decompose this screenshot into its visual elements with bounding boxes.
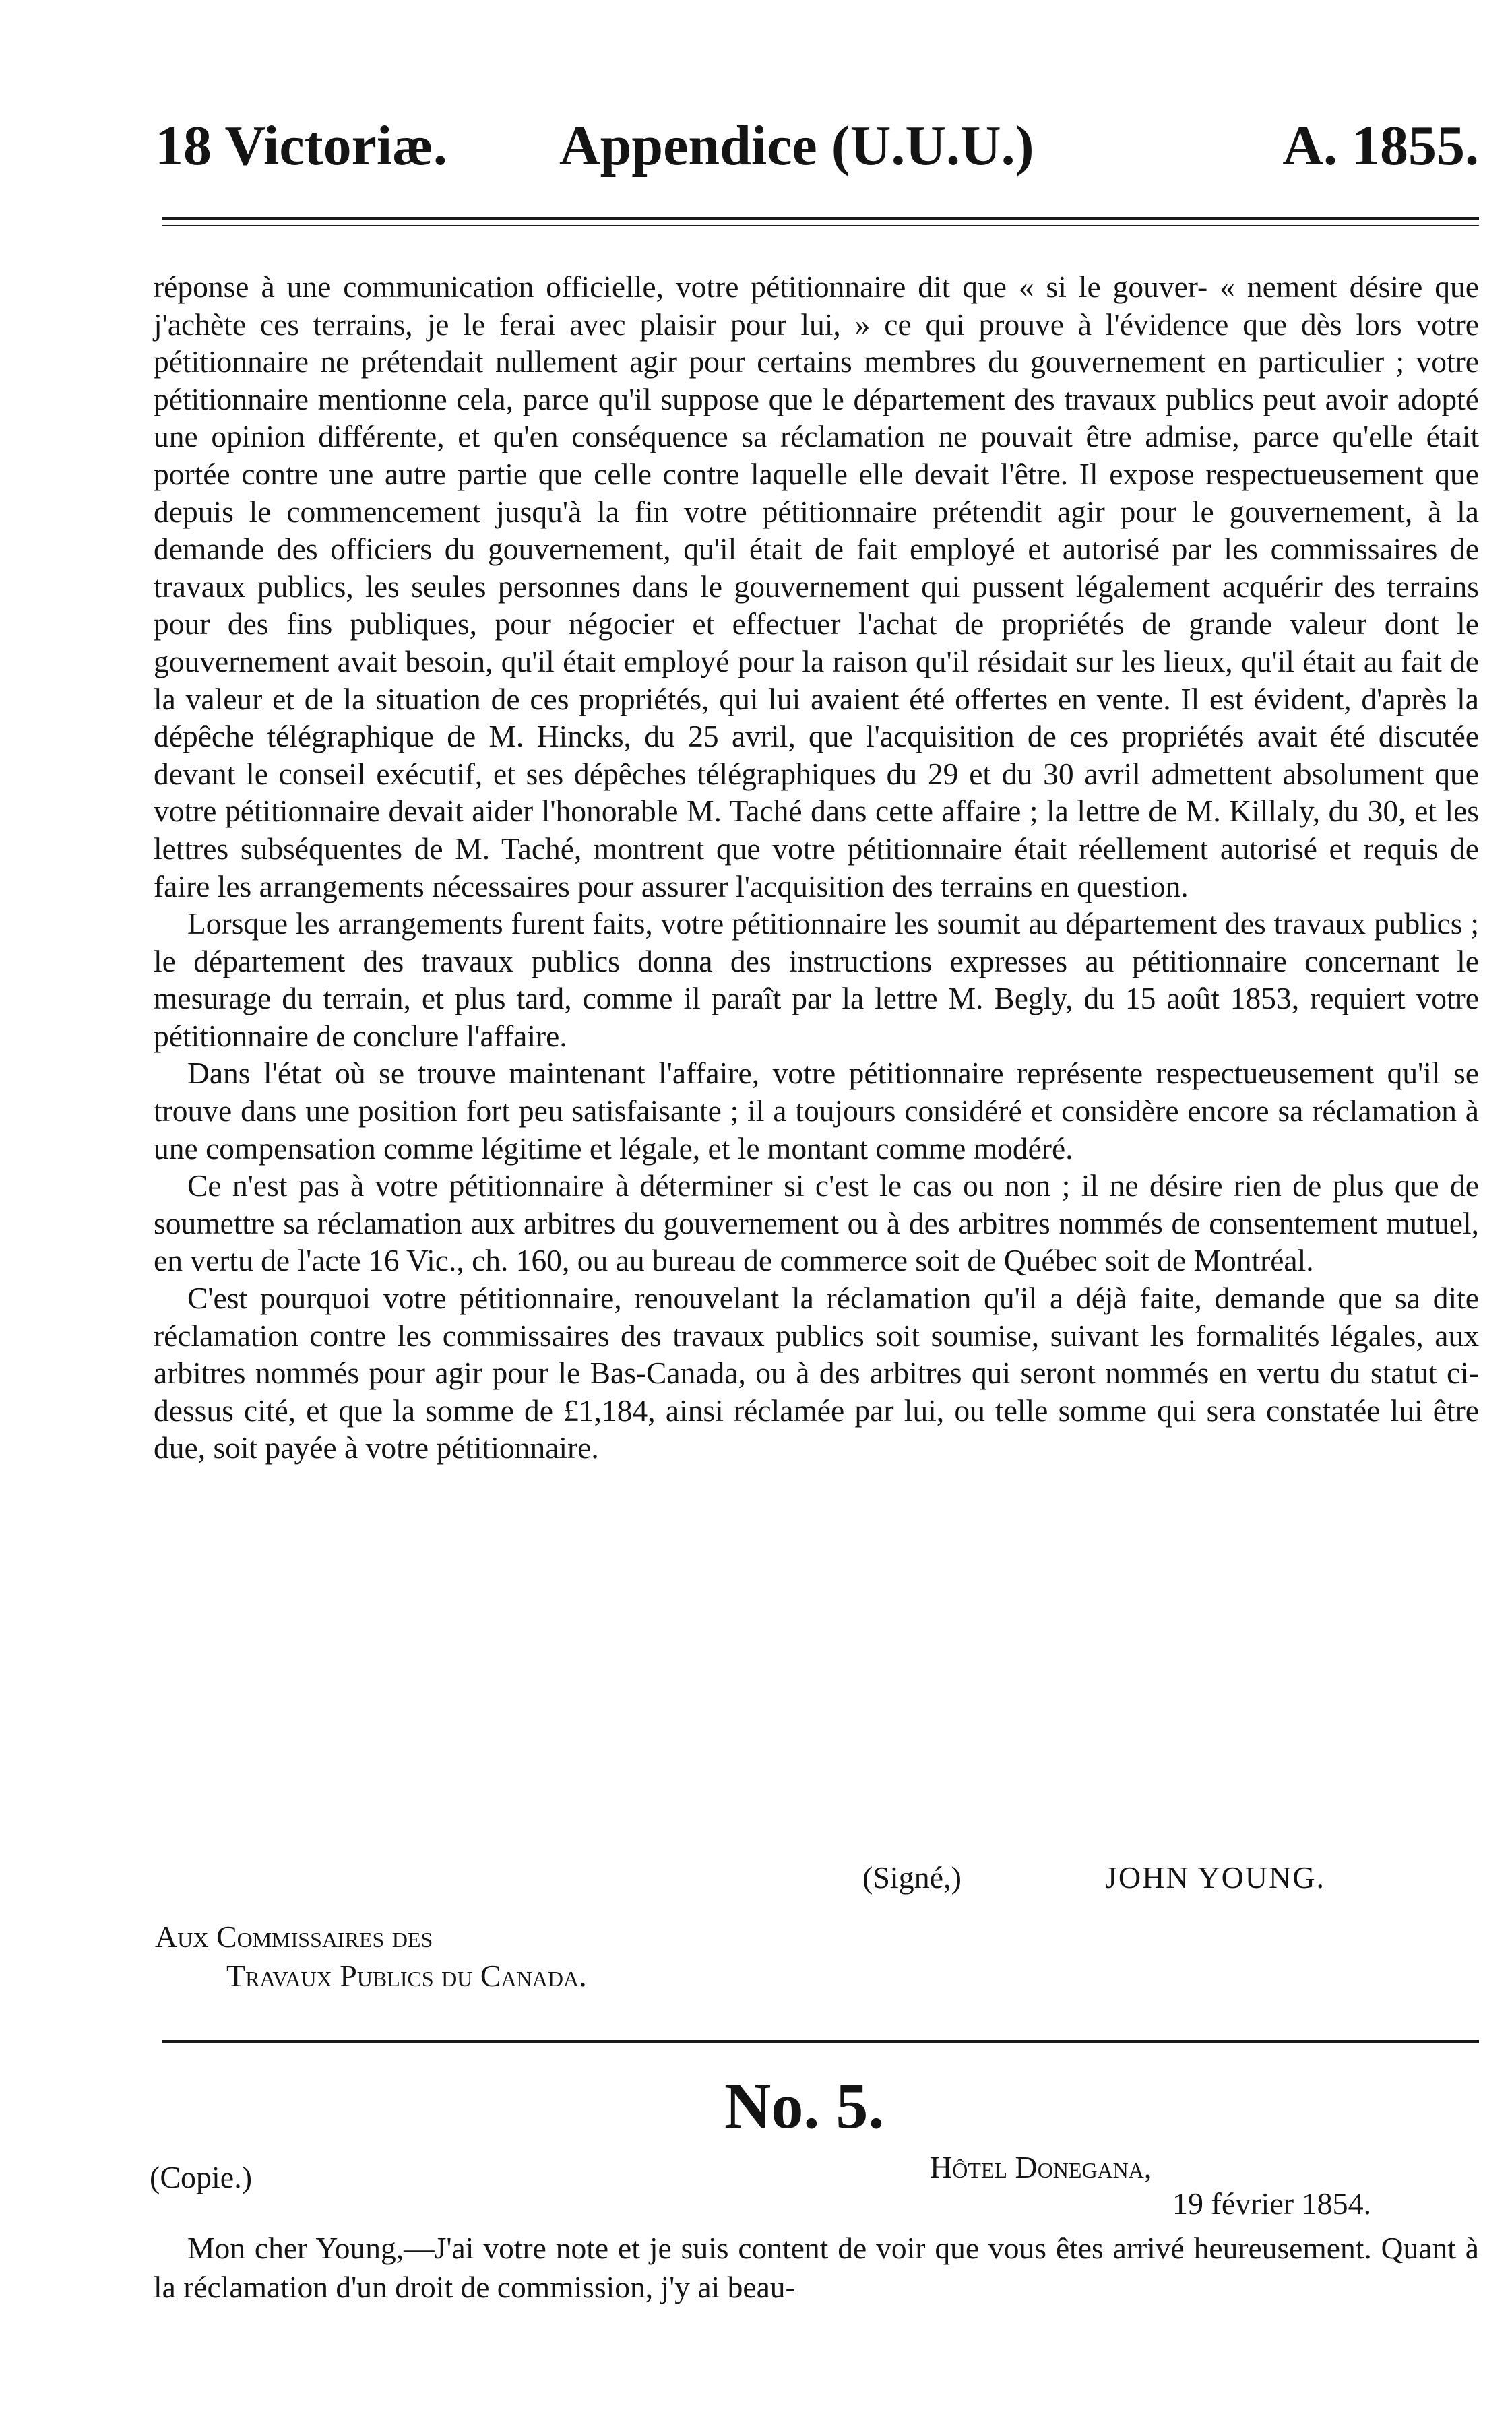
- header-rule-thin: [162, 225, 1479, 226]
- header-appendix: Appendice (U.U.U.): [559, 115, 1034, 177]
- addressee-line-1: Aux Commissaires des: [155, 1919, 433, 1954]
- letter-place: Hôtel Donegana,: [930, 2150, 1152, 2184]
- header-rule-thick: [162, 217, 1479, 220]
- letter-paragraph-1: Mon cher Young,—J'ai votre note et je suis content de voir que vous êtes arrivé heureusement. Quant à la réclamation d'un droit de commission, j'y ai beau-: [154, 2231, 1479, 2304]
- header-year: A. 1855.: [1282, 115, 1479, 177]
- section-title: No. 5.: [724, 2070, 885, 2142]
- paragraph-2: Lorsque les arrangements furent faits, votre pétitionnaire les soumit au département des travaux publics ; le département des travaux publics donna des instructions expresses au pétitionnaire concernant le mesurage du terrain, et plus tard, comme il paraît par la lettre M. Begly, du 15 août 1853, requiert votre pétitionnaire de conclure l'affaire.: [154, 906, 1479, 1053]
- paragraph-1: réponse à une communication officielle, votre pétitionnaire dit que « si le gouver- « nement désire que j'achète ces terrains, je le ferai avec plaisir pour lui, » ce qui prouve à l'évidence que dès lors votre pétitionnaire ne prétendait nullement agir pour certains membres du gouvernement en particulier ; votre pétitionnaire mentionne cela, parce qu'il suppose que le département des travaux publics peut avoir adopté une opinion différente, et qu'en conséquence sa réclamation ne pouvait être admise, parce qu'elle était portée contre une autre partie que celle contre laquelle elle devait l'être. Il expose respectueusement que depuis le commencement jusqu'à la fin votre pétitionnaire prétendit agir pour le gouvernement, à la demande des officiers du gouvernement, qu'il était de fait employé et autorisé par les commissaires de travaux publics, les seules personnes dans le gouvernement qui pussent légalement acquérir des terrains pour des fins publiques, pour négocier et effectuer l'achat de propriétés de grande valeur dont le gouvernement avait besoin, qu'il était employé pour la raison qu'il résidait sur les lieux, qu'il était au fait de la valeur et de la situation de ces propriétés, qui lui avaient été offertes en vente. Il est évident, d'après la dépêche télégraphique de M. Hincks, du 25 avril, que l'acquisition de ces propriétés avait été discutée devant le conseil exécutif, et ses dépêches télégraphiques du 29 et du 30 avril admettent absolument que votre pétitionnaire devait aider l'honorable M. Taché dans cette affaire ; la lettre de M. Killaly, du 30, et les lettres subséquentes de M. Taché, montrent que votre pétitionnaire était réellement autorisé et requis de faire les arrangements nécessaires pour assurer l'acquisition des terrains en question.: [154, 269, 1479, 903]
- copy-label: (Copie.): [150, 2160, 253, 2194]
- signature-label: (Signé,): [862, 1860, 962, 1895]
- addressee-line-2: Travaux Publics du Canada.: [226, 1959, 587, 1993]
- petition-body: [154, 268, 1479, 1467]
- paragraph-3: Dans l'état où se trouve maintenant l'affaire, votre pétitionnaire représente respectueusement qu'il se trouve dans une position fort peu satisfaisante ; il a toujours considéré et considère encore sa réclamation à une compensation comme légitime et légale, et le montant comme modéré.: [154, 1056, 1479, 1166]
- letter-date: 19 février 1854.: [1172, 2186, 1372, 2221]
- page-header: [155, 113, 1479, 187]
- paragraph-4: Ce n'est pas à votre pétitionnaire à déterminer si c'est le cas ou non ; il ne désire rien de plus que de soumettre sa réclamation aux arbitres du gouvernement ou à des arbitres nommés de consentement mutuel, en vertu de l'acte 16 Vic., ch. 160, ou au bureau de commerce soit de Québec soit de Montréal.: [154, 1168, 1479, 1278]
- paragraph-5: C'est pourquoi votre pétitionnaire, renouvelant la réclamation qu'il a déjà faite, demande que sa dite réclamation contre les commissaires des travaux publics soit soumise, suivant les formalités légales, aux arbitres nommés pour agir pour le Bas-Canada, ou à des arbitres qui seront nommés en vertu du statut ci-dessus cité, et que la somme de £1,184, ainsi réclamée par lui, ou telle somme qui sera constatée lui être due, soit payée à votre pétitionnaire.: [154, 1281, 1479, 1465]
- section-divider: [162, 2040, 1479, 2043]
- signature-name: JOHN YOUNG.: [1105, 1860, 1325, 1895]
- letter-body: [154, 2229, 1479, 2307]
- header-session: 18 Victoriæ.: [155, 115, 447, 177]
